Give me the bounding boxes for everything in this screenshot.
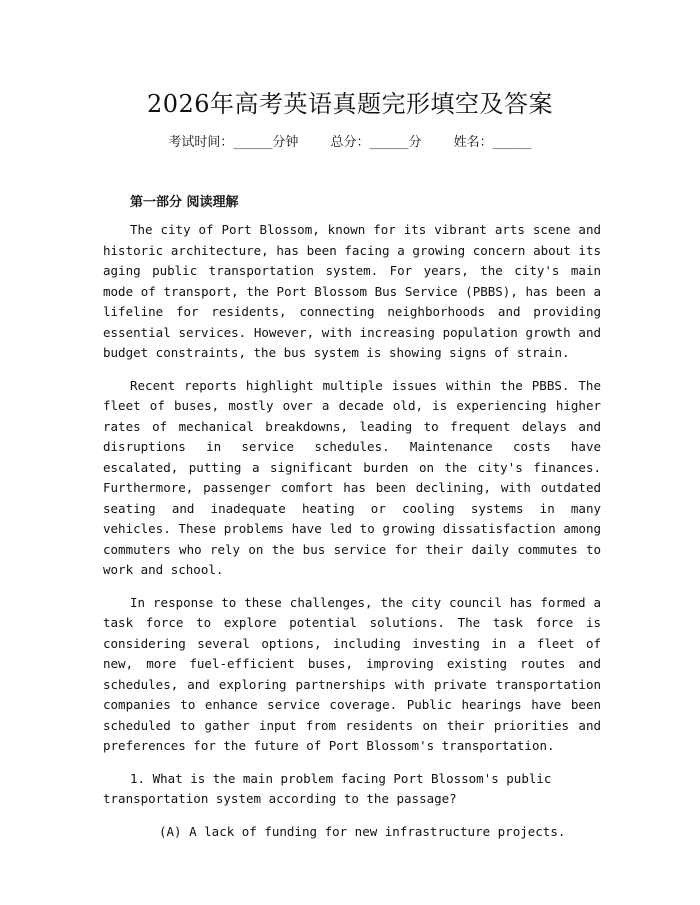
question-1-option-a: (A) A lack of funding for new infrastructure projects. (159, 823, 566, 839)
total-score-label: 总分：______分 (330, 135, 422, 150)
exam-time-label: 考试时间：______分钟 (168, 135, 299, 150)
question-1: 1. What is the main problem facing Port Blossom's public transportation system according to the passage? (103, 770, 552, 806)
section-heading: 第一部分 阅读理解 (130, 195, 239, 210)
passage-paragraph: Recent reports highlight multiple issues within the PBBS. The fleet of buses, mostly over a decade old, is experiencing higher rates of mechanical breakdowns, leading to frequent delays and disruptions in service schedules. Maintenance costs have escalated, putting a significant burden on the city's finances. Furthermore, passenger comfort has been declining, with outdated seating and inadequate heating or cooling systems in many vehicles. These problems have led to growing dissatisfaction among commuters who rely on the bus service for their daily commutes to work and school. (103, 377, 601, 577)
document-title: 2026年高考英语真题完形填空及答案 (146, 90, 554, 118)
exam-meta (0, 131, 700, 150)
name-label: 姓名：______ (453, 135, 532, 150)
passage (103, 220, 601, 842)
passage-paragraph: In response to these challenges, the city council has formed a task force to explore potential solutions. The task force is considering several options, including investing in a fleet of new, more fuel-efficient buses, improving existing routes and schedules, and exploring partnerships with private transportation companies to enhance service coverage. Public hearings have been scheduled to gather input from residents on their priorities and preferences for the future of Port Blossom's transportation. (103, 594, 601, 753)
passage-paragraph: The city of Port Blossom, known for its vibrant arts scene and historic architecture, has been facing a growing concern about its aging public transportation system. For years, the city's main mode of transport, the Port Blossom Bus Service (PBBS), has been a lifeline for residents, connecting neighborhoods and providing essential services. However, with increasing population growth and budget constraints, the bus system is showing signs of strain. (103, 222, 601, 360)
